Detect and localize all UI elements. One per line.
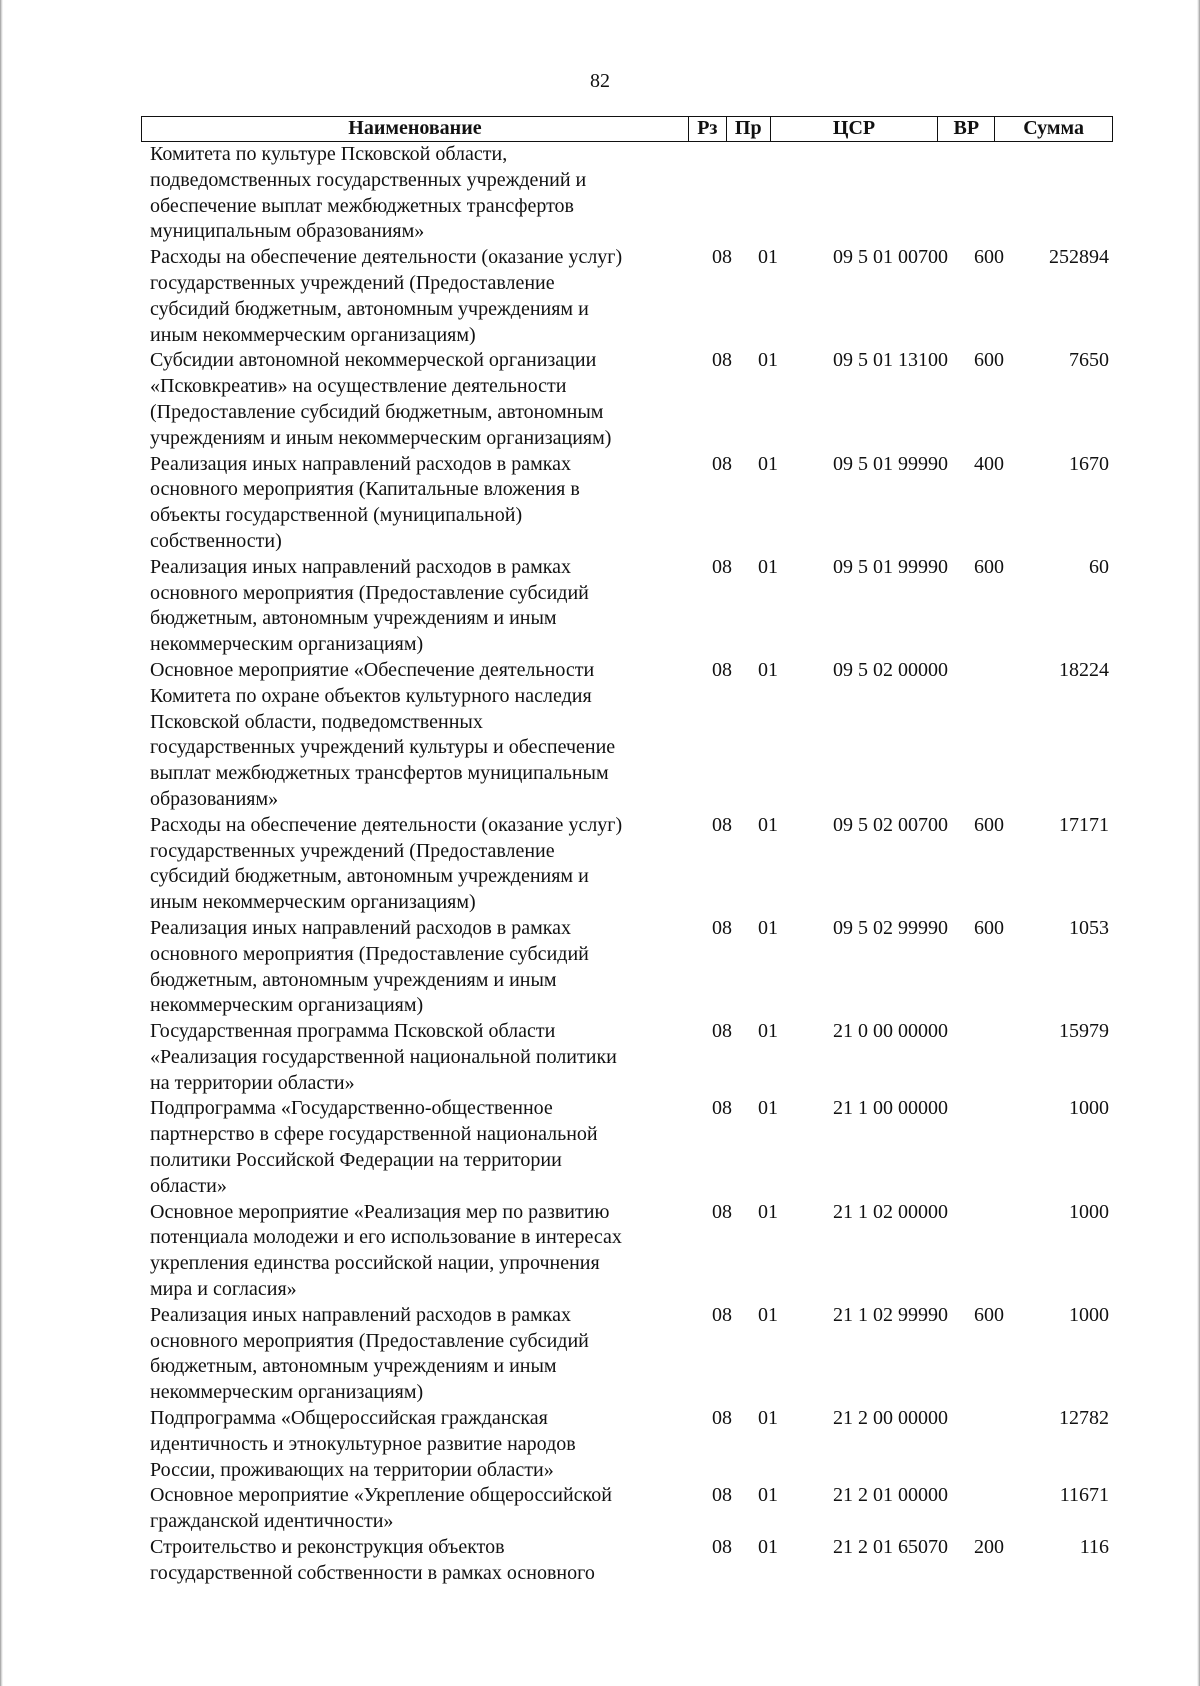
row-pr: 01: [758, 246, 778, 269]
row-name: Расходы на обеспечение деятельности (оказание услуг) государственных учреждений (Предоставление субсидий бюджетным, автономным учреждениям и иным некоммерческим организациям): [150, 813, 623, 914]
row-pr: 01: [758, 813, 778, 836]
row-sum: 1053: [1069, 916, 1109, 939]
table-row: [150, 245, 1113, 348]
table-row: [150, 916, 1113, 1019]
row-rz: 08: [712, 1020, 732, 1043]
row-rz: 08: [712, 246, 732, 269]
row-name: Основное мероприятие «Реализация мер по развитию потенциала молодежи и его использование в интересах укрепления единства российской нации, упрочнения мира и согласия»: [150, 1200, 622, 1301]
row-csr: 09 5 01 13100: [833, 349, 948, 372]
table-row: [150, 1096, 1113, 1199]
row-name: Реализация иных направлений расходов в рамках основного мероприятия (Предоставление субсидий бюджетным, автономным учреждениям и иным некоммерческим организациям): [150, 555, 589, 656]
row-vr: 600: [974, 813, 1004, 836]
row-csr: 21 2 01 65070: [833, 1536, 948, 1559]
row-name: Реализация иных направлений расходов в рамках основного мероприятия (Капитальные вложения в объекты государственной (муниципальной) собственности): [150, 452, 580, 552]
row-pr: 01: [758, 1407, 778, 1430]
header-name: Наименование: [142, 117, 689, 141]
table-body: [150, 142, 1113, 1587]
row-csr: 09 5 02 99990: [833, 916, 948, 939]
row-rz: 08: [712, 813, 732, 836]
table-row: [150, 452, 1113, 555]
row-rz: 08: [712, 1303, 732, 1326]
row-sum: 1000: [1069, 1303, 1109, 1326]
row-pr: 01: [758, 1484, 778, 1507]
row-csr: 21 2 00 00000: [833, 1407, 948, 1430]
table-row: [150, 1535, 1113, 1587]
table-row: [150, 348, 1113, 451]
row-name: Основное мероприятие «Укрепление общероссийской гражданской идентичности»: [150, 1484, 612, 1533]
row-csr: 09 5 01 99990: [833, 555, 948, 578]
row-pr: 01: [758, 658, 778, 681]
row-sum: 18224: [1059, 658, 1109, 681]
page-number: 82: [590, 70, 610, 92]
row-sum: 7650: [1069, 349, 1109, 372]
row-vr: 200: [974, 1536, 1004, 1559]
header-rz: Рз: [689, 117, 727, 141]
scan-edge-left: [0, 0, 3, 1686]
row-sum: 1000: [1069, 1097, 1109, 1120]
row-pr: 01: [758, 1200, 778, 1223]
row-csr: 21 0 00 00000: [833, 1020, 948, 1043]
row-sum: 12782: [1059, 1407, 1109, 1430]
row-rz: 08: [712, 555, 732, 578]
row-name: Расходы на обеспечение деятельности (оказание услуг) государственных учреждений (Предоставление субсидий бюджетным, автономным учреждениям и иным некоммерческим организациям): [150, 246, 623, 346]
row-rz: 08: [712, 916, 732, 939]
row-pr: 01: [758, 1536, 778, 1559]
table-header: [141, 116, 1113, 142]
row-csr: 09 5 01 00700: [833, 246, 948, 269]
row-vr: 600: [974, 349, 1004, 372]
row-name: Комитета по культуре Псковской области, подведомственных государственных учреждений и обеспечение выплат межбюджетных трансфертов муниципальным образованиям»: [150, 143, 587, 243]
row-rz: 08: [712, 1407, 732, 1430]
row-csr: 09 5 01 99990: [833, 452, 948, 475]
table-row: [150, 813, 1113, 916]
row-vr: 600: [974, 555, 1004, 578]
row-sum: 1670: [1069, 452, 1109, 475]
row-csr: 21 2 01 00000: [833, 1484, 948, 1507]
row-csr: 21 1 02 00000: [833, 1200, 948, 1223]
row-rz: 08: [712, 1536, 732, 1559]
table-row: [150, 1406, 1113, 1483]
row-vr: 600: [974, 1303, 1004, 1326]
row-rz: 08: [712, 1484, 732, 1507]
header-pr: Пр: [727, 117, 771, 141]
table-row: [150, 1483, 1113, 1535]
row-pr: 01: [758, 349, 778, 372]
row-rz: 08: [712, 1097, 732, 1120]
row-rz: 08: [712, 658, 732, 681]
row-name: Реализация иных направлений расходов в рамках основного мероприятия (Предоставление субсидий бюджетным, автономным учреждениям и иным некоммерческим организациям): [150, 1303, 589, 1404]
row-name: Подпрограмма «Государственно-общественное партнерство в сфере государственной национальной политики Российской Федерации на территории области»: [150, 1097, 598, 1197]
row-pr: 01: [758, 555, 778, 578]
row-sum: 60: [1089, 555, 1109, 578]
row-rz: 08: [712, 349, 732, 372]
row-vr: 600: [974, 916, 1004, 939]
row-vr: 400: [974, 452, 1004, 475]
row-sum: 11671: [1059, 1484, 1109, 1507]
table-row: [150, 142, 1113, 245]
row-sum: 15979: [1059, 1020, 1109, 1043]
row-name: Субсидии автономной некоммерческой организации «Псковкреатив» на осуществление деятельности (Предоставление субсидий бюджетным, автономным учреждениям и иным некоммерческим организациям): [150, 349, 612, 449]
table-row: [150, 1019, 1113, 1096]
row-pr: 01: [758, 1020, 778, 1043]
header-sum: Сумма: [1023, 117, 1085, 139]
row-vr: 600: [974, 246, 1004, 269]
row-pr: 01: [758, 1303, 778, 1326]
row-rz: 08: [712, 1200, 732, 1223]
row-name: Строительство и реконструкция объектов государственной собственности в рамках основного: [150, 1536, 595, 1584]
header-csr: ЦСР: [771, 117, 939, 141]
row-csr: 09 5 02 00000: [833, 658, 948, 681]
table-row: [150, 555, 1113, 658]
row-csr: 21 1 02 99990: [833, 1303, 948, 1326]
row-name: Основное мероприятие «Обеспечение деятельности Комитета по охране объектов культурного наследия Псковской области, подведомственных государственных учреждений культуры и обеспечение выплат межбюджетных трансфертов муниципальным образованиям»: [150, 658, 616, 810]
row-csr: 09 5 02 00700: [833, 813, 948, 836]
table-row: [150, 1303, 1113, 1406]
row-rz: 08: [712, 452, 732, 475]
row-pr: 01: [758, 1097, 778, 1120]
row-sum: 252894: [1049, 246, 1109, 269]
row-name: Реализация иных направлений расходов в рамках основного мероприятия (Предоставление субсидий бюджетным, автономным учреждениям и иным некоммерческим организациям): [150, 916, 589, 1017]
row-sum: 116: [1079, 1536, 1109, 1559]
row-sum: 17171: [1059, 813, 1109, 836]
row-name: Подпрограмма «Общероссийская гражданская идентичность и этнокультурное развитие народов России, проживающих на территории области»: [150, 1407, 576, 1481]
row-csr: 21 1 00 00000: [833, 1097, 948, 1120]
row-sum: 1000: [1069, 1200, 1109, 1223]
header-vr: ВР: [938, 117, 995, 141]
row-name: Государственная программа Псковской области «Реализация государственной национальной политики на территории области»: [150, 1020, 617, 1094]
row-pr: 01: [758, 916, 778, 939]
table-row: [150, 1200, 1113, 1303]
table-row: [150, 658, 1113, 813]
row-pr: 01: [758, 452, 778, 475]
